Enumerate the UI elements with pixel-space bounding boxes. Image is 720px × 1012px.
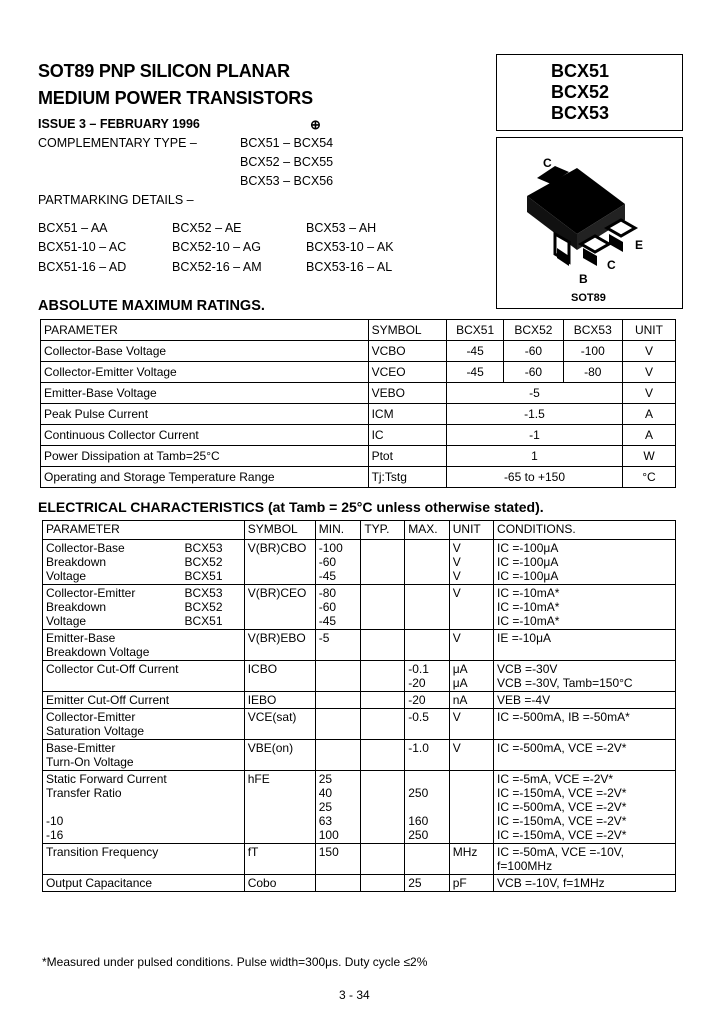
table-row xyxy=(41,425,676,446)
col-header: CONDITIONS. xyxy=(494,521,676,540)
table-row xyxy=(43,661,676,692)
ec-dev xyxy=(182,661,245,692)
ec-dev xyxy=(182,740,245,771)
ec-unit: V xyxy=(449,630,493,661)
col-header: BCX53 xyxy=(563,320,622,341)
amr-unit: V xyxy=(622,341,675,362)
partmarking-item: BCX53-10 – AK xyxy=(306,240,394,254)
ec-max xyxy=(405,585,450,630)
amr-value: 1 xyxy=(447,446,623,467)
ec-param: Static Forward Current Transfer Ratio -10 -16 xyxy=(43,771,182,844)
table-row xyxy=(41,446,676,467)
table-row xyxy=(43,740,676,771)
table-row xyxy=(41,362,676,383)
ec-param: Collector-Base Breakdown Voltage xyxy=(43,540,182,585)
title-line-1: SOT89 PNP SILICON PLANAR xyxy=(38,61,290,81)
ec-unit: V xyxy=(449,709,493,740)
amr-param: Peak Pulse Current xyxy=(41,404,369,425)
amr-unit: V xyxy=(622,383,675,404)
ec-typ xyxy=(361,661,405,692)
amr-param: Continuous Collector Current xyxy=(41,425,369,446)
ec-min: 150 xyxy=(315,844,361,875)
table-row xyxy=(43,875,676,892)
partmarking-item: BCX53-16 – AL xyxy=(306,260,393,274)
ec-cond: IE =-10μA xyxy=(494,630,676,661)
partmarking-label: PARTMARKING DETAILS – xyxy=(38,193,194,207)
pin-label: C xyxy=(543,156,552,170)
amr-value: -45 xyxy=(447,362,504,383)
col-header: UNIT xyxy=(622,320,675,341)
table-row xyxy=(41,404,676,425)
amr-symbol: Tj:Tstg xyxy=(368,467,446,488)
ec-typ xyxy=(361,585,405,630)
ec-dev xyxy=(182,844,245,875)
amr-symbol: VCBO xyxy=(368,341,446,362)
amr-value: -45 xyxy=(447,341,504,362)
amr-unit: A xyxy=(622,404,675,425)
amr-value: -65 to +150 xyxy=(447,467,623,488)
table-row xyxy=(43,771,676,844)
amr-symbol: IC xyxy=(368,425,446,446)
ec-min: -5 xyxy=(315,630,361,661)
package-name: SOT89 xyxy=(571,292,606,304)
pin-label: B xyxy=(579,272,588,286)
amr-unit: W xyxy=(622,446,675,467)
amr-value: -60 xyxy=(504,341,563,362)
amr-param: Collector-Base Voltage xyxy=(41,341,369,362)
ec-cond: VCB =-10V, f=1MHz xyxy=(494,875,676,892)
ec-typ xyxy=(361,630,405,661)
complementary-pair: BCX52 – BCX55 xyxy=(240,155,334,169)
page-number: 3 - 34 xyxy=(339,988,370,1002)
ec-typ xyxy=(361,875,405,892)
ec-dev xyxy=(182,692,245,709)
ec-sym: IEBO xyxy=(244,692,315,709)
ec-sym: VBE(on) xyxy=(244,740,315,771)
ec-param: Output Capacitance xyxy=(43,875,182,892)
ec-max xyxy=(405,540,450,585)
col-header: BCX52 xyxy=(504,320,563,341)
ec-typ xyxy=(361,844,405,875)
ec-dev: BCX53 BCX52 BCX51 xyxy=(182,585,245,630)
ec-cond: VEB =-4V xyxy=(494,692,676,709)
amr-value: -80 xyxy=(563,362,622,383)
ec-cond: IC =-500mA, IB =-50mA* xyxy=(494,709,676,740)
ec-typ xyxy=(361,709,405,740)
ec-param: Collector-Emitter Breakdown Voltage xyxy=(43,585,182,630)
ec-param: Transition Frequency xyxy=(43,844,182,875)
amr-table xyxy=(40,319,676,488)
title-line-2: MEDIUM POWER TRANSISTORS xyxy=(38,88,313,108)
ec-unit: MHz xyxy=(449,844,493,875)
ec-unit: nA xyxy=(449,692,493,709)
sot89-package-icon xyxy=(497,138,681,308)
ec-sym: hFE xyxy=(244,771,315,844)
table-header-row xyxy=(43,521,676,540)
amr-unit: °C xyxy=(622,467,675,488)
ec-dev xyxy=(182,630,245,661)
partmarking-item: BCX52 – AE xyxy=(172,221,242,235)
col-header: MIN. xyxy=(315,521,361,540)
amr-symbol: VEBO xyxy=(368,383,446,404)
ec-sym: Cobo xyxy=(244,875,315,892)
table-row xyxy=(43,540,676,585)
amr-value: -60 xyxy=(504,362,563,383)
registered-mark-icon: ⊕ xyxy=(310,117,321,132)
ec-min xyxy=(315,692,361,709)
amr-value: -1 xyxy=(447,425,623,446)
amr-param: Power Dissipation at Tamb=25°C xyxy=(41,446,369,467)
table-row xyxy=(43,585,676,630)
ec-min xyxy=(315,740,361,771)
col-header: SYMBOL xyxy=(368,320,446,341)
ec-unit: pF xyxy=(449,875,493,892)
table-row xyxy=(43,709,676,740)
col-header: BCX51 xyxy=(447,320,504,341)
ec-unit: μA μA xyxy=(449,661,493,692)
ec-sym: V(BR)CEO xyxy=(244,585,315,630)
amr-param: Collector-Emitter Voltage xyxy=(41,362,369,383)
ec-sym: V(BR)EBO xyxy=(244,630,315,661)
ec-unit: V xyxy=(449,585,493,630)
partmarking-item: BCX52-16 – AM xyxy=(172,260,262,274)
part-number-box xyxy=(496,54,683,131)
ec-unit: V V V xyxy=(449,540,493,585)
amr-unit: A xyxy=(622,425,675,446)
amr-value: -5 xyxy=(447,383,623,404)
complementary-pair: BCX53 – BCX56 xyxy=(240,174,334,188)
amr-symbol: VCEO xyxy=(368,362,446,383)
complementary-pair: BCX51 – BCX54 xyxy=(240,136,334,150)
ec-cond: IC =-5mA, VCE =-2V* IC =-150mA, VCE =-2V* IC =-500mA, VCE =-2V* IC =-150mA, VCE =-2V* IC =-150mA, VCE =-2V* xyxy=(494,771,676,844)
part-number: BCX52 xyxy=(551,82,610,102)
amr-unit: V xyxy=(622,362,675,383)
ec-typ xyxy=(361,740,405,771)
ec-cond: IC =-50mA, VCE =-10V, f=100MHz xyxy=(494,844,676,875)
table-row xyxy=(43,692,676,709)
partmarking-item: BCX51 – AA xyxy=(38,221,108,235)
ec-typ xyxy=(361,771,405,844)
ec-dev: BCX53 BCX52 BCX51 xyxy=(182,540,245,585)
ec-typ xyxy=(361,692,405,709)
amr-title: ABSOLUTE MAXIMUM RATINGS. xyxy=(38,298,265,314)
ec-min: -100 -60 -45 xyxy=(315,540,361,585)
ec-param: Collector Cut-Off Current xyxy=(43,661,182,692)
table-row xyxy=(41,341,676,362)
ec-cond: VCB =-30V VCB =-30V, Tamb=150°C xyxy=(494,661,676,692)
issue-date: ISSUE 3 – FEBRUARY 1996 xyxy=(38,117,200,131)
amr-param: Emitter-Base Voltage xyxy=(41,383,369,404)
ec-sym: fT xyxy=(244,844,315,875)
complementary-label: COMPLEMENTARY TYPE – xyxy=(38,136,197,150)
ec-max: 25 xyxy=(405,875,450,892)
part-number: BCX53 xyxy=(551,103,610,123)
ec-dev xyxy=(182,709,245,740)
ec-min: 25 40 25 63 100 xyxy=(315,771,361,844)
ec-max: -20 xyxy=(405,692,450,709)
ec-sym: ICBO xyxy=(244,661,315,692)
table-row xyxy=(41,383,676,404)
amr-symbol: Ptot xyxy=(368,446,446,467)
col-header: MAX. xyxy=(405,521,450,540)
col-header: PARAMETER xyxy=(41,320,369,341)
ec-min: -80 -60 -45 xyxy=(315,585,361,630)
ec-sym: V(BR)CBO xyxy=(244,540,315,585)
ec-max xyxy=(405,630,450,661)
amr-param: Operating and Storage Temperature Range xyxy=(41,467,369,488)
ec-max: 250 160 250 xyxy=(405,771,450,844)
col-header: PARAMETER xyxy=(43,521,245,540)
table-row xyxy=(43,630,676,661)
table-row xyxy=(43,844,676,875)
ec-body xyxy=(43,540,676,892)
ec-dev xyxy=(182,771,245,844)
package-diagram xyxy=(496,137,683,309)
ec-max: -0.5 xyxy=(405,709,450,740)
amr-value: -100 xyxy=(563,341,622,362)
pin-label: E xyxy=(635,238,644,252)
partmarking-item: BCX51-16 – AD xyxy=(38,260,127,274)
ec-typ xyxy=(361,540,405,585)
table-row xyxy=(41,467,676,488)
pin-label: C xyxy=(607,258,616,272)
ec-min xyxy=(315,661,361,692)
ec-dev xyxy=(182,875,245,892)
ec-table xyxy=(42,520,676,892)
ec-cond: IC =-500mA, VCE =-2V* xyxy=(494,740,676,771)
part-number: BCX51 xyxy=(551,61,610,81)
ec-param: Base-Emitter Turn-On Voltage xyxy=(43,740,182,771)
col-header: TYP. xyxy=(361,521,405,540)
col-header: UNIT xyxy=(449,521,493,540)
partmarking-item: BCX52-10 – AG xyxy=(172,240,261,254)
ec-max: -1.0 xyxy=(405,740,450,771)
ec-max: -0.1 -20 xyxy=(405,661,450,692)
ec-param: Collector-Emitter Saturation Voltage xyxy=(43,709,182,740)
ec-max xyxy=(405,844,450,875)
ec-param: Emitter Cut-Off Current xyxy=(43,692,182,709)
ec-unit xyxy=(449,771,493,844)
ec-cond: IC =-10mA* IC =-10mA* IC =-10mA* xyxy=(494,585,676,630)
ec-param: Emitter-Base Breakdown Voltage xyxy=(43,630,182,661)
ec-sym: VCE(sat) xyxy=(244,709,315,740)
ec-title: ELECTRICAL CHARACTERISTICS (at Tamb = 25°C unless otherwise stated). xyxy=(38,499,544,515)
amr-value: -1.5 xyxy=(447,404,623,425)
ec-cond: IC =-100μA IC =-100μA IC =-100μA xyxy=(494,540,676,585)
partmarking-item: BCX53 – AH xyxy=(306,221,377,235)
table-header-row xyxy=(41,320,676,341)
ec-min xyxy=(315,875,361,892)
ec-unit: V xyxy=(449,740,493,771)
partmarking-item: BCX51-10 – AC xyxy=(38,240,127,254)
col-header: SYMBOL xyxy=(244,521,315,540)
footnote: *Measured under pulsed conditions. Pulse width=300μs. Duty cycle ≤2% xyxy=(42,955,428,969)
amr-symbol: ICM xyxy=(368,404,446,425)
ec-min xyxy=(315,709,361,740)
